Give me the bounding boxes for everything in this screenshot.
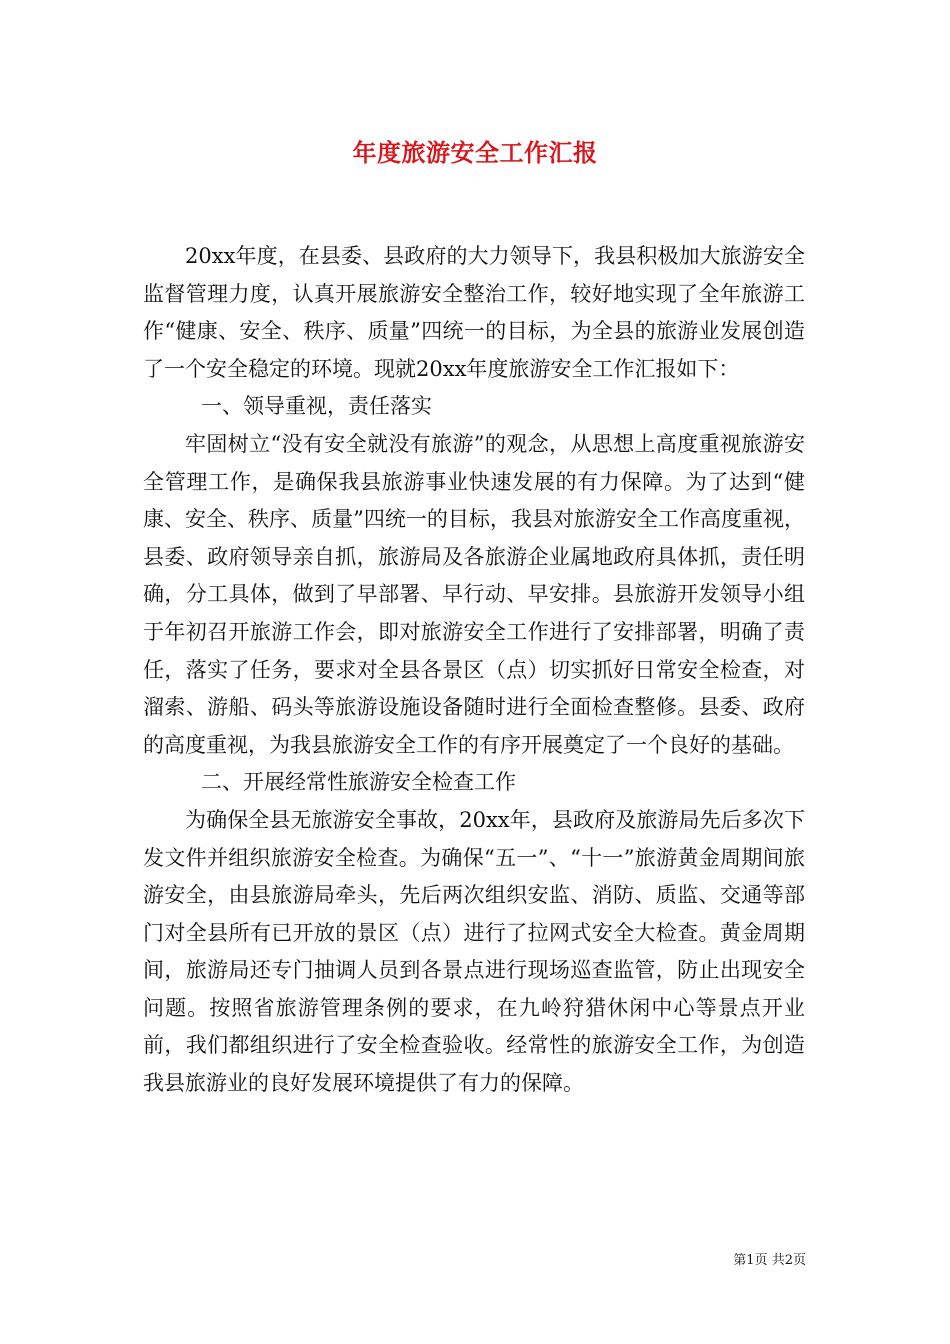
footer-total-pages: 2 (784, 1253, 793, 1268)
section-heading-1: 一、领导重视，责任落实 (201, 394, 432, 419)
document-title: 年度旅游安全工作汇报 (352, 138, 598, 167)
footer-middle: 页 共 (754, 1253, 785, 1268)
section-2-paragraph: 为确保全县无旅游安全事故，20xx年，县政府及旅游局先后多次下发文件并组织旅游安全检查。为确保“五一”、“十一”旅游黄金周期间旅游安全，由县旅游局牵头，先后两次组织安监、消防、质监、交通等部门对全县所有已开放的景区（点）进行了拉网式安全大检查。黄金周期间，旅游局还专门抽调人员到各景点进行现场巡查监管，防止出现安全问题。按照省旅游管理条例的要求，在九岭狩猎休闲中心等景点开业前，我们都组织进行了安全检查验收。经常性的旅游安全工作，为创造我县旅游业的良好发展环境提供了有力的保障。 (143, 807, 805, 1096)
section-1-paragraph: 牢固树立“没有安全就没有旅游”的观念，从思想上高度重视旅游安全管理工作，是确保我县旅游事业快速发展的有力保障。为了达到“健康、安全、秩序、质量”四统一的目标，我县对旅游安全工作高度重视，县委、政府领导亲自抓，旅游局及各旅游企业属地政府具体抓，责任明确，分工具体，做到了早部署、早行动、早安排。县旅游开发领导小组于年初召开旅游工作会，即对旅游安全工作进行了安排部署，明确了责任，落实了任务，要求对全县各景区（点）切实抓好日常安全检查，对溜索、游船、码头等旅游设施设备随时进行全面检查整修。县委、政府的高度重视，为我县旅游安全工作的有序开展奠定了一个良好的基础。 (143, 431, 805, 757)
footer-current-page: 1 (746, 1253, 755, 1268)
intro-paragraph: 20xx年度，在县委、县政府的大力领导下，我县积极加大旅游安全监督管理力度，认真开展旅游安全整治工作，较好地实现了全年旅游工作“健康、安全、秩序、质量”四统一的目标，为全县的旅游业发展创造了一个安全稳定的环境。现就20xx年度旅游安全工作汇报如下： (143, 244, 805, 381)
document-body (143, 238, 805, 1103)
footer-suffix: 页 (792, 1253, 806, 1268)
section-heading-2: 二、开展经常性旅游安全检查工作 (201, 770, 516, 795)
footer-prefix: 第 (733, 1253, 747, 1268)
page-number-footer (733, 1249, 806, 1268)
